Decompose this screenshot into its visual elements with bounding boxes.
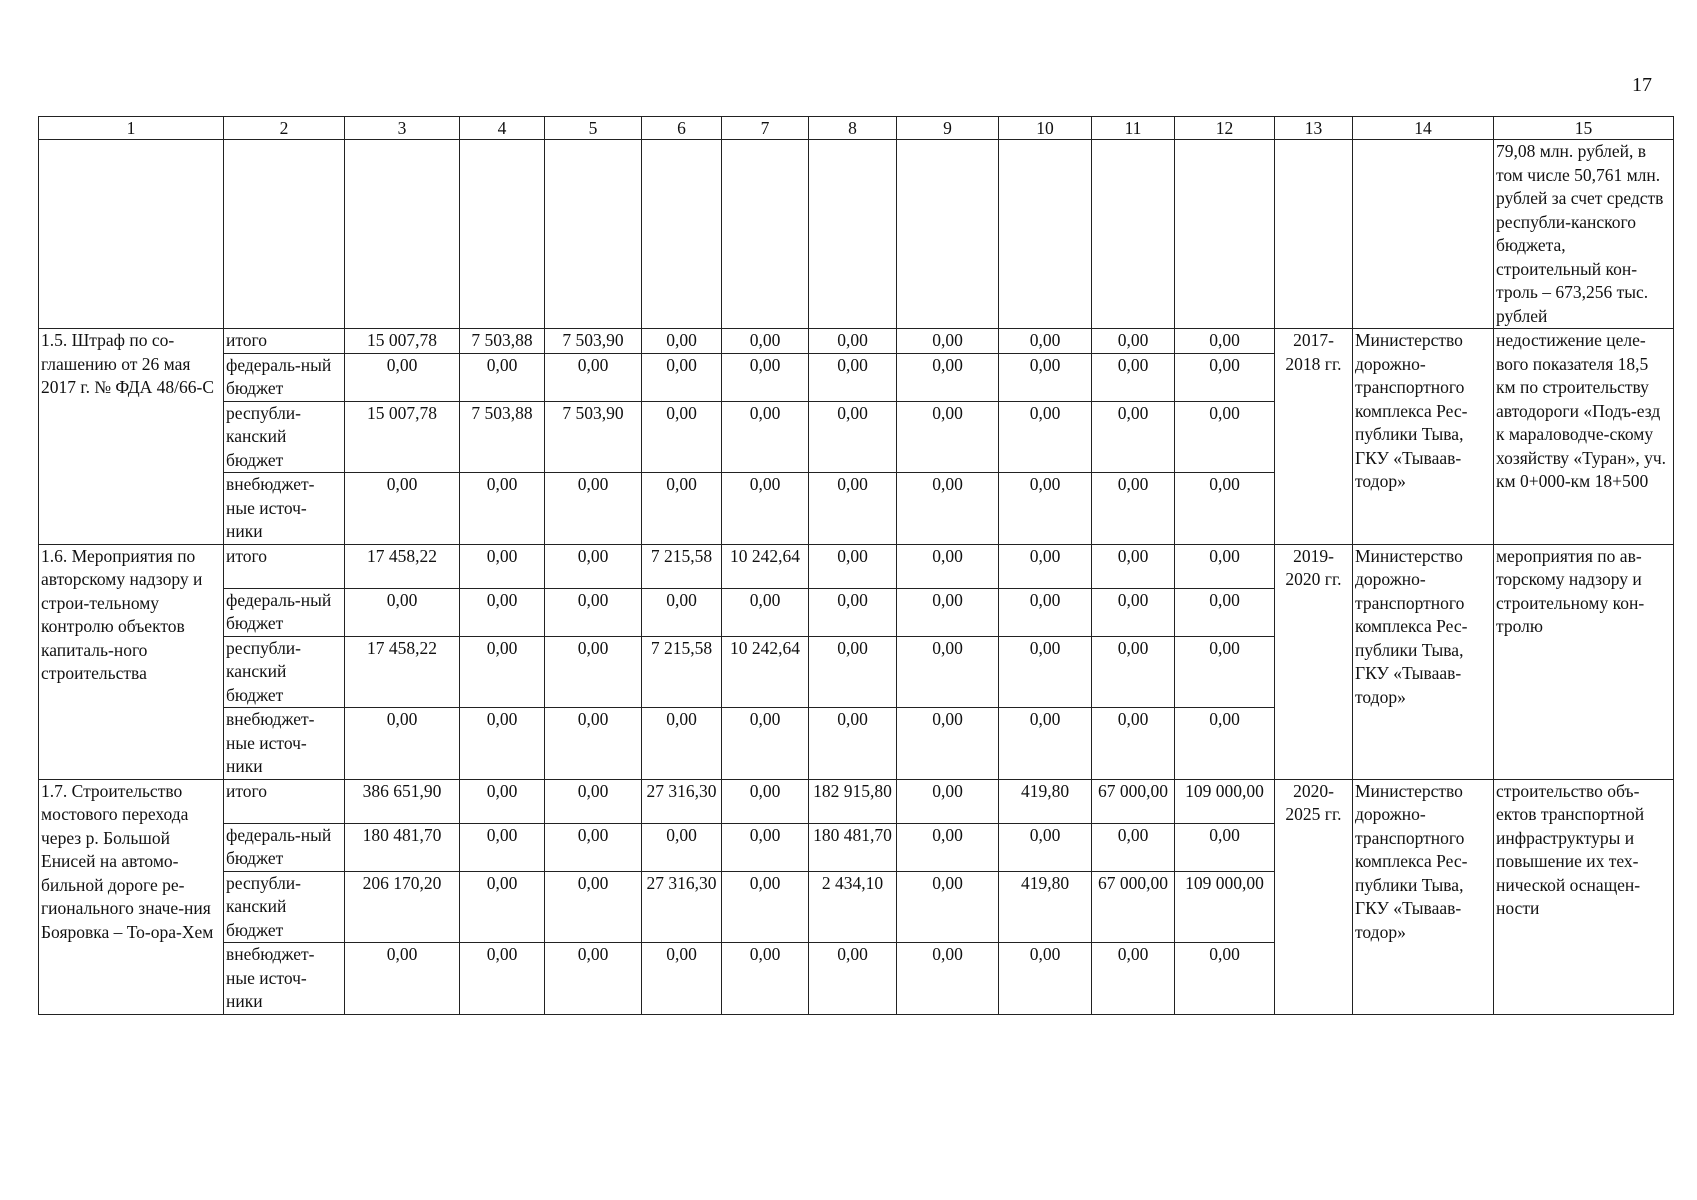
value-cell: 0,00 (999, 544, 1092, 588)
value-cell: 0,00 (345, 943, 460, 1015)
value-cell: 0,00 (809, 329, 897, 354)
value-cell: 0,00 (999, 588, 1092, 636)
budget-table (38, 116, 1674, 1015)
expected-result: мероприятия по ав-торскому надзору и строительному кон-тролю (1494, 544, 1674, 779)
value-cell: 0,00 (809, 544, 897, 588)
value-cell: 0,00 (545, 544, 642, 588)
value-cell: 15 007,78 (345, 329, 460, 354)
value-cell: 0,00 (642, 823, 722, 871)
value-cell: 0,00 (809, 353, 897, 401)
funding-source: итого (224, 329, 345, 354)
value-cell: 0,00 (809, 401, 897, 473)
value-cell: 0,00 (722, 401, 809, 473)
value-cell: 0,00 (460, 943, 545, 1015)
value-cell: 0,00 (999, 329, 1092, 354)
column-number: 13 (1275, 117, 1353, 140)
value-cell: 0,00 (545, 708, 642, 780)
page-number: 17 (1632, 74, 1652, 96)
value-cell: 0,00 (460, 588, 545, 636)
value-cell: 206 170,20 (345, 871, 460, 943)
value-cell: 109 000,00 (1175, 779, 1275, 823)
value-cell: 0,00 (999, 943, 1092, 1015)
empty-cell (1175, 140, 1275, 329)
value-cell: 0,00 (897, 353, 999, 401)
table-row (39, 544, 1674, 588)
column-number: 9 (897, 117, 999, 140)
value-cell: 0,00 (722, 943, 809, 1015)
column-number: 4 (460, 117, 545, 140)
value-cell: 0,00 (897, 588, 999, 636)
funding-source: внебюджет-ные источ-ники (224, 943, 345, 1015)
column-number: 3 (345, 117, 460, 140)
empty-cell (1353, 140, 1494, 329)
value-cell: 0,00 (897, 636, 999, 708)
value-cell: 0,00 (1092, 943, 1175, 1015)
value-cell: 0,00 (1175, 823, 1275, 871)
header-row (39, 117, 1674, 140)
value-cell: 0,00 (1175, 636, 1275, 708)
value-cell: 7 215,58 (642, 636, 722, 708)
empty-cell (39, 140, 224, 329)
expected-result: недостижение целе-вого показателя 18,5 км по строительству автодороги «Подъ-езд к мараловодче-скому хозяйству «Туран», уч. км 0+000-км 18+500 (1494, 329, 1674, 545)
funding-source: итого (224, 544, 345, 588)
value-cell: 0,00 (897, 943, 999, 1015)
value-cell: 0,00 (642, 329, 722, 354)
empty-cell (1092, 140, 1175, 329)
funding-source: внебюджет-ные источ-ники (224, 708, 345, 780)
empty-cell (999, 140, 1092, 329)
value-cell: 0,00 (642, 353, 722, 401)
value-cell: 0,00 (545, 871, 642, 943)
value-cell: 0,00 (1175, 473, 1275, 545)
funding-source: внебюджет-ные источ-ники (224, 473, 345, 545)
executor: Министерство дорожно-транспортного комплекса Рес-публики Тыва, ГКУ «Тываав-тодор» (1353, 779, 1494, 1014)
value-cell: 0,00 (722, 779, 809, 823)
value-cell: 0,00 (1092, 329, 1175, 354)
funding-source: федераль-ный бюджет (224, 353, 345, 401)
empty-cell (897, 140, 999, 329)
value-cell: 0,00 (545, 353, 642, 401)
funding-source: республи-канский бюджет (224, 636, 345, 708)
column-number: 14 (1353, 117, 1494, 140)
value-cell: 17 458,22 (345, 544, 460, 588)
value-cell: 0,00 (999, 823, 1092, 871)
empty-cell (1275, 140, 1353, 329)
value-cell: 0,00 (722, 708, 809, 780)
value-cell: 0,00 (809, 588, 897, 636)
value-cell: 0,00 (545, 779, 642, 823)
value-cell: 0,00 (1175, 401, 1275, 473)
value-cell: 0,00 (1092, 823, 1175, 871)
measure-name: 1.6. Мероприятия по авторскому надзору и строи-тельному контролю объектов капиталь-ного строительства (39, 544, 224, 779)
value-cell: 0,00 (460, 779, 545, 823)
value-cell: 0,00 (897, 544, 999, 588)
value-cell: 0,00 (642, 943, 722, 1015)
value-cell: 0,00 (460, 871, 545, 943)
value-cell: 0,00 (545, 636, 642, 708)
value-cell: 0,00 (1175, 329, 1275, 354)
value-cell: 0,00 (545, 823, 642, 871)
value-cell: 67 000,00 (1092, 871, 1175, 943)
empty-cell (460, 140, 545, 329)
value-cell: 0,00 (722, 353, 809, 401)
column-number: 6 (642, 117, 722, 140)
column-number: 8 (809, 117, 897, 140)
value-cell: 0,00 (642, 401, 722, 473)
value-cell: 0,00 (1175, 943, 1275, 1015)
column-number: 2 (224, 117, 345, 140)
value-cell: 0,00 (722, 588, 809, 636)
implementation-period: 2017-2018 гг. (1275, 329, 1353, 545)
value-cell: 0,00 (809, 943, 897, 1015)
value-cell: 27 316,30 (642, 779, 722, 823)
continuation-note: 79,08 млн. рублей, в том числе 50,761 млн. рублей за счет средств республи-канского бюджета, строительный кон-троль – 673,256 тыс. рублей (1494, 140, 1674, 329)
value-cell: 0,00 (897, 401, 999, 473)
value-cell: 17 458,22 (345, 636, 460, 708)
executor: Министерство дорожно-транспортного комплекса Рес-публики Тыва, ГКУ «Тываав-тодор» (1353, 544, 1494, 779)
value-cell: 0,00 (1092, 636, 1175, 708)
value-cell: 109 000,00 (1175, 871, 1275, 943)
empty-cell (345, 140, 460, 329)
value-cell: 0,00 (460, 353, 545, 401)
value-cell: 7 503,88 (460, 329, 545, 354)
value-cell: 180 481,70 (809, 823, 897, 871)
value-cell: 0,00 (642, 708, 722, 780)
value-cell: 10 242,64 (722, 636, 809, 708)
value-cell: 0,00 (722, 329, 809, 354)
funding-source: республи-канский бюджет (224, 401, 345, 473)
empty-cell (224, 140, 345, 329)
value-cell: 0,00 (345, 473, 460, 545)
value-cell: 0,00 (460, 544, 545, 588)
measure-name: 1.5. Штраф по со-глашению от 26 мая 2017 г. № ФДА 48/66-С (39, 329, 224, 545)
column-number: 10 (999, 117, 1092, 140)
funding-source: итого (224, 779, 345, 823)
value-cell: 0,00 (999, 708, 1092, 780)
value-cell: 0,00 (999, 636, 1092, 708)
value-cell: 0,00 (897, 871, 999, 943)
column-number: 7 (722, 117, 809, 140)
table-row (39, 779, 1674, 823)
value-cell: 0,00 (1092, 401, 1175, 473)
value-cell: 0,00 (1092, 588, 1175, 636)
value-cell: 0,00 (545, 473, 642, 545)
value-cell: 182 915,80 (809, 779, 897, 823)
value-cell: 7 503,90 (545, 329, 642, 354)
value-cell: 0,00 (1175, 588, 1275, 636)
value-cell: 0,00 (999, 401, 1092, 473)
value-cell: 7 503,88 (460, 401, 545, 473)
value-cell: 0,00 (722, 823, 809, 871)
value-cell: 0,00 (545, 943, 642, 1015)
measure-name: 1.7. Строительство мостового перехода через р. Большой Енисей на автомо-бильной дороге ре-гионального значе-ния Бояровка – То-ора-Хем (39, 779, 224, 1014)
value-cell: 0,00 (1092, 708, 1175, 780)
column-number: 15 (1494, 117, 1674, 140)
value-cell: 180 481,70 (345, 823, 460, 871)
value-cell: 0,00 (897, 329, 999, 354)
value-cell: 0,00 (545, 588, 642, 636)
value-cell: 386 651,90 (345, 779, 460, 823)
executor: Министерство дорожно-транспортного комплекса Рес-публики Тыва, ГКУ «Тываав-тодор» (1353, 329, 1494, 545)
value-cell: 0,00 (345, 708, 460, 780)
value-cell: 0,00 (809, 473, 897, 545)
value-cell: 0,00 (722, 473, 809, 545)
value-cell: 0,00 (897, 779, 999, 823)
value-cell: 0,00 (999, 353, 1092, 401)
value-cell: 0,00 (722, 871, 809, 943)
value-cell: 67 000,00 (1092, 779, 1175, 823)
implementation-period: 2019-2020 гг. (1275, 544, 1353, 779)
value-cell: 7 215,58 (642, 544, 722, 588)
value-cell: 0,00 (1092, 473, 1175, 545)
value-cell: 0,00 (460, 473, 545, 545)
column-number: 12 (1175, 117, 1275, 140)
value-cell: 0,00 (1092, 353, 1175, 401)
value-cell: 0,00 (809, 708, 897, 780)
empty-cell (722, 140, 809, 329)
column-number: 11 (1092, 117, 1175, 140)
expected-result: строительство объ-ектов транспортной инфраструктуры и повышение их тех-нической оснащен-ности (1494, 779, 1674, 1014)
value-cell: 419,80 (999, 779, 1092, 823)
value-cell: 0,00 (1175, 544, 1275, 588)
value-cell: 0,00 (642, 473, 722, 545)
value-cell: 0,00 (897, 473, 999, 545)
value-cell: 0,00 (1175, 353, 1275, 401)
continuation-row (39, 140, 1674, 329)
empty-cell (809, 140, 897, 329)
value-cell: 0,00 (809, 636, 897, 708)
value-cell: 10 242,64 (722, 544, 809, 588)
funding-source: федераль-ный бюджет (224, 588, 345, 636)
value-cell: 0,00 (1092, 544, 1175, 588)
funding-source: федераль-ный бюджет (224, 823, 345, 871)
implementation-period: 2020-2025 гг. (1275, 779, 1353, 1014)
empty-cell (642, 140, 722, 329)
value-cell: 0,00 (1175, 708, 1275, 780)
funding-source: республи-канский бюджет (224, 871, 345, 943)
value-cell: 0,00 (345, 588, 460, 636)
value-cell: 0,00 (460, 636, 545, 708)
column-number: 5 (545, 117, 642, 140)
value-cell: 0,00 (999, 473, 1092, 545)
value-cell: 27 316,30 (642, 871, 722, 943)
value-cell: 0,00 (897, 708, 999, 780)
value-cell: 0,00 (642, 588, 722, 636)
column-number: 1 (39, 117, 224, 140)
value-cell: 0,00 (345, 353, 460, 401)
value-cell: 0,00 (460, 708, 545, 780)
value-cell: 7 503,90 (545, 401, 642, 473)
empty-cell (545, 140, 642, 329)
value-cell: 15 007,78 (345, 401, 460, 473)
value-cell: 419,80 (999, 871, 1092, 943)
value-cell: 0,00 (460, 823, 545, 871)
value-cell: 2 434,10 (809, 871, 897, 943)
table-row (39, 329, 1674, 354)
value-cell: 0,00 (897, 823, 999, 871)
